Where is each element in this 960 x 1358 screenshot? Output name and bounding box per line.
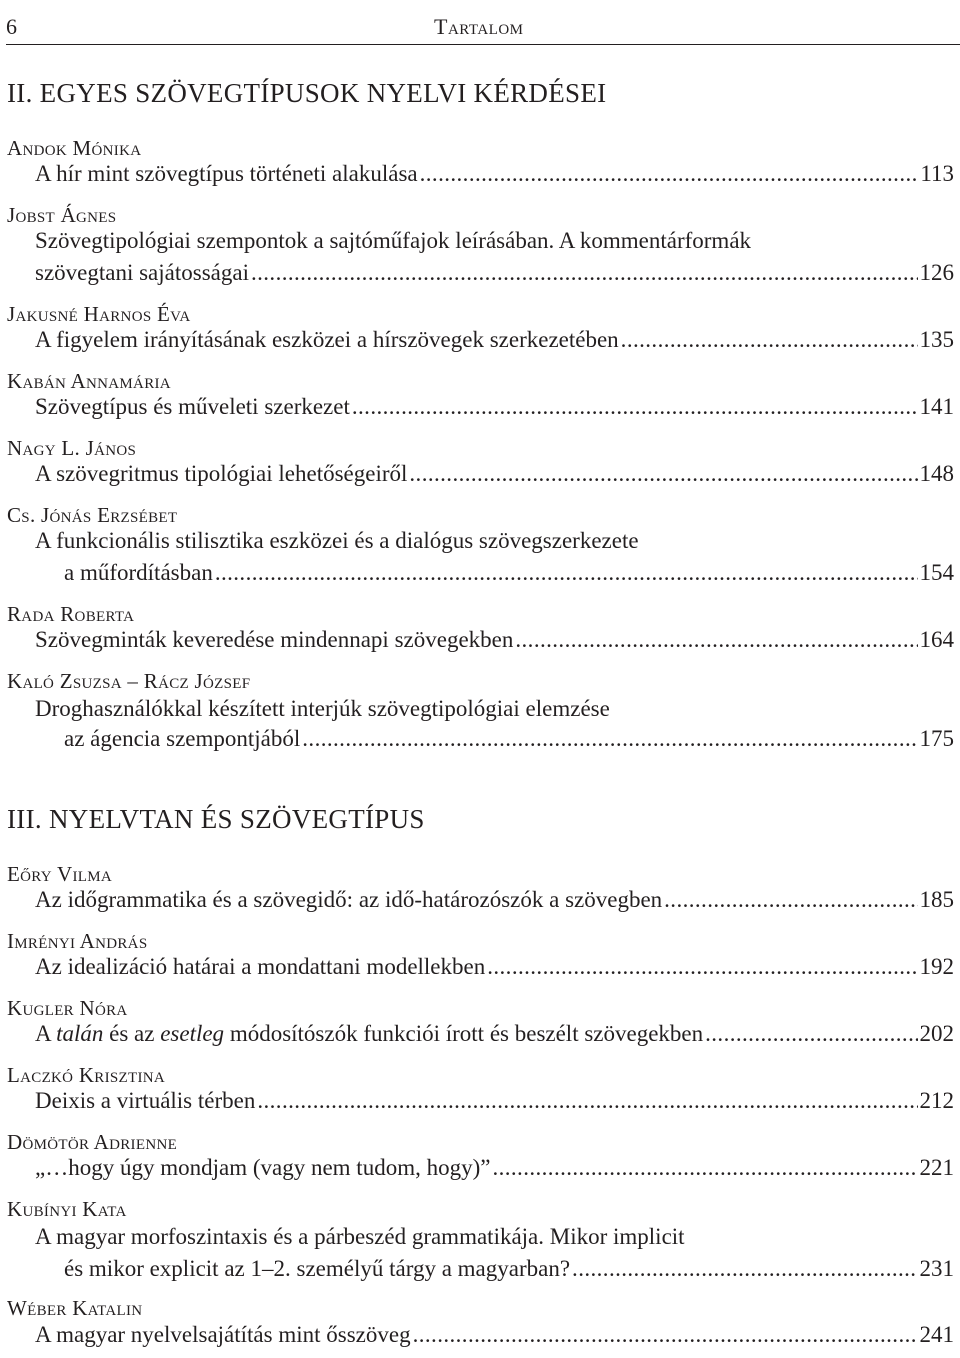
entry-title[interactable]: Szövegtipológiai szempontok a sajtóműfajok leírásában. A kommentárformák xyxy=(35,228,752,253)
entry-title: az ágencia szempontjából xyxy=(64,726,301,751)
dot-leader xyxy=(487,954,917,980)
entry-page-number: 192 xyxy=(919,954,954,979)
toc-entry[interactable] xyxy=(35,394,954,426)
dot-leader xyxy=(413,1322,918,1348)
entry-title-part: A xyxy=(35,1021,57,1046)
entry-title: A szövegritmus tipológiai lehetőségeiről xyxy=(35,461,408,486)
toc-author: Kaló Zsuzsa – Rácz József xyxy=(7,669,251,693)
dot-leader xyxy=(215,560,918,586)
entry-page-number: 202 xyxy=(919,1021,954,1046)
entry-title: Az idealizáció határai a mondattani modellekben xyxy=(35,954,486,979)
dot-leader xyxy=(302,726,917,752)
dot-leader xyxy=(420,161,919,187)
toc-entry[interactable] xyxy=(35,1322,954,1354)
toc-entry[interactable] xyxy=(35,627,954,659)
entry-page-number: 154 xyxy=(919,560,954,585)
toc-entry[interactable] xyxy=(35,1088,954,1120)
entry-title-part: és az xyxy=(103,1021,161,1046)
entry-title[interactable]: Droghasználókkal készített interjúk szövegtipológiai elemzése xyxy=(35,696,610,721)
entry-page-number: 141 xyxy=(919,394,954,419)
section-title-iii: III. NYELVTAN ÉS SZÖVEGTÍPUS xyxy=(7,804,425,834)
entry-title: A hír mint szövegtípus történeti alakulása xyxy=(35,161,418,186)
entry-page-number: 212 xyxy=(919,1088,954,1113)
dot-leader xyxy=(251,260,918,286)
page-number: 6 xyxy=(6,14,17,39)
entry-page-number: 175 xyxy=(919,726,954,751)
dot-leader xyxy=(257,1088,917,1114)
entry-title-italic: esetleg xyxy=(160,1021,225,1046)
dot-leader xyxy=(492,1155,917,1181)
toc-author: Cs. Jónás Erzsébet xyxy=(7,503,178,527)
entry-title-part: módosítószók funkciói írott és beszélt szövegekben xyxy=(224,1021,704,1046)
toc-entry[interactable] xyxy=(35,161,954,193)
toc-entry[interactable] xyxy=(35,887,954,919)
toc-author: Jobst Ágnes xyxy=(7,203,117,227)
running-header xyxy=(6,0,960,45)
entry-page-number: 126 xyxy=(919,260,954,285)
entry-page-number: 113 xyxy=(920,161,954,186)
toc-entry[interactable] xyxy=(64,1256,954,1288)
entry-title: a műfordításban xyxy=(64,560,213,585)
entry-page-number: 185 xyxy=(919,887,954,912)
toc-entry[interactable] xyxy=(64,560,954,592)
toc-author: Wéber Katalin xyxy=(7,1296,143,1320)
dot-leader xyxy=(409,461,917,487)
toc-author: Dömötör Adrienne xyxy=(7,1130,178,1154)
entry-title: szövegtani sajátosságai xyxy=(35,260,249,285)
entry-title-italic: talán xyxy=(56,1021,104,1046)
entry-page-number: 231 xyxy=(919,1256,954,1281)
toc-entry[interactable] xyxy=(35,461,954,493)
toc-author: Jakusné Harnos Éva xyxy=(7,302,191,326)
toc-entry[interactable] xyxy=(64,726,954,758)
dot-leader xyxy=(705,1021,917,1047)
toc-author: Eőry Vilma xyxy=(7,862,113,886)
toc-entry[interactable] xyxy=(35,1021,954,1053)
toc-author: Imrényi András xyxy=(7,929,148,953)
entry-title: Szövegtípus és műveleti szerkezet xyxy=(35,394,350,419)
entry-title: „…hogy úgy mondjam (vagy nem tudom, hogy)” xyxy=(35,1155,491,1180)
dot-leader xyxy=(572,1256,917,1282)
entry-title xyxy=(35,1021,705,1047)
entry-page-number: 135 xyxy=(919,327,954,352)
entry-title: Az időgrammatika és a szövegidő: az idő-határozószók a szövegben xyxy=(35,887,663,912)
toc-entry[interactable] xyxy=(35,954,954,986)
entry-title: Deixis a virtuális térben xyxy=(35,1088,256,1113)
dot-leader xyxy=(352,394,918,420)
entry-page-number: 164 xyxy=(919,627,954,652)
toc-author: Kabán Annamária xyxy=(7,369,171,393)
entry-title: Szövegminták keveredése mindennapi szövegekben xyxy=(35,627,514,652)
toc-author: Rada Roberta xyxy=(7,602,135,626)
toc-author: Kubínyi Kata xyxy=(7,1197,127,1221)
entry-title: A figyelem irányításának eszközei a hírszövegek szerkezetében xyxy=(35,327,619,352)
toc-author: Nagy L. János xyxy=(7,436,137,460)
entry-title: A magyar nyelvelsajátítás mint ősszöveg xyxy=(35,1322,411,1347)
section-title-ii: II. EGYES SZÖVEGTÍPUSOK NYELVI KÉRDÉSEI xyxy=(7,78,607,108)
running-title: Tartalom xyxy=(434,14,524,39)
toc-entry[interactable] xyxy=(35,260,954,292)
toc-author: Kugler Nóra xyxy=(7,996,128,1020)
dot-leader xyxy=(515,627,917,653)
entry-title[interactable]: A magyar morfoszintaxis és a párbeszéd grammatikája. Mikor implicit xyxy=(35,1224,685,1249)
entry-page-number: 241 xyxy=(919,1322,954,1347)
toc-entry[interactable] xyxy=(35,327,954,359)
entry-page-number: 221 xyxy=(919,1155,954,1180)
dot-leader xyxy=(621,327,918,353)
entry-title[interactable]: A funkcionális stilisztika eszközei és a dialógus szövegszerkezete xyxy=(35,528,639,553)
dot-leader xyxy=(664,887,917,913)
entry-title: és mikor explicit az 1–2. személyű tárgy a magyarban? xyxy=(64,1256,571,1281)
entry-page-number: 148 xyxy=(919,461,954,486)
toc-author: Andok Mónika xyxy=(7,136,142,160)
toc-author: Laczkó Krisztina xyxy=(7,1063,166,1087)
toc-entry[interactable] xyxy=(35,1155,954,1187)
